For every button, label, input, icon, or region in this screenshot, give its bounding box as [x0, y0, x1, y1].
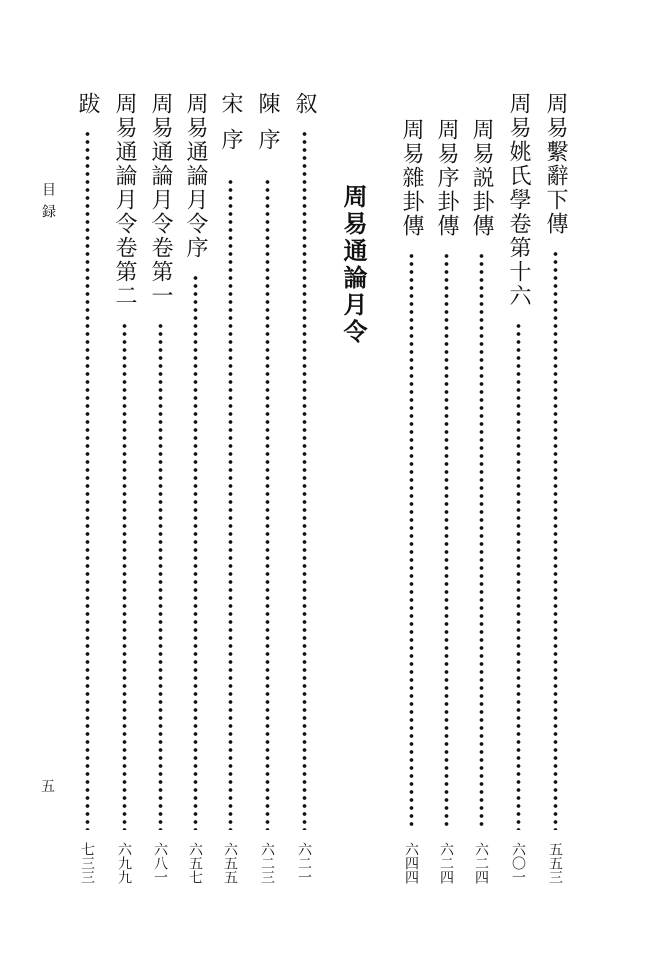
entry-page-number: 六二四: [473, 842, 489, 884]
entry-page-number: 七三三: [79, 842, 95, 884]
entry-title: 周易姚氏學卷第十六: [506, 92, 531, 308]
leader-dots: [193, 274, 198, 830]
leader-dots: [409, 252, 414, 830]
toc-entry: [181, 92, 209, 884]
entry-title: 宋序: [218, 92, 243, 164]
leader-dots: [479, 252, 484, 830]
toc-entry: [290, 92, 318, 884]
leader-dots: [444, 252, 449, 830]
toc-entry: [73, 92, 101, 884]
entry-page-number: 六二四: [438, 842, 454, 884]
leader-dots: [516, 322, 521, 830]
entry-page-number: 六九九: [116, 842, 132, 884]
entry-page-number: 六二一: [296, 842, 312, 884]
entry-title: 周易繫辭下傳: [543, 92, 568, 236]
entry-page-number: 六五五: [222, 842, 238, 884]
page-folio: 五: [41, 779, 55, 795]
entry-title: 陳序: [255, 92, 280, 164]
toc-entry: [504, 92, 532, 884]
toc-entry: [397, 118, 425, 884]
toc-entry: [216, 92, 244, 884]
leader-dots: [228, 178, 233, 830]
leader-dots: [553, 250, 558, 830]
toc-entry: [467, 118, 495, 884]
entry-page-number: 五五三: [547, 842, 563, 884]
entry-page-number: 六四四: [403, 842, 419, 884]
entry-page-number: 六五七: [187, 842, 203, 884]
leader-dots: [85, 130, 90, 830]
entry-page-number: 六二三: [259, 842, 275, 884]
entry-title: 周易通論月令卷第一: [148, 92, 173, 308]
entry-page-number: 六八一: [152, 842, 168, 884]
entry-page-number: 六〇一: [510, 842, 526, 884]
entry-title: 周易通論月令序: [183, 92, 208, 260]
leader-dots: [265, 178, 270, 830]
section-title: 周易通論月令: [339, 184, 368, 346]
entry-title: 周易雜卦傳: [399, 118, 424, 238]
entry-title: 叙: [292, 92, 317, 116]
entry-title: 跋: [75, 92, 100, 116]
toc-entry: [432, 118, 460, 884]
leader-dots: [158, 322, 163, 830]
toc-entry: [253, 92, 281, 884]
running-head: 目録: [40, 182, 56, 226]
leader-dots: [302, 130, 307, 830]
entry-title: 周易説卦傳: [469, 118, 494, 238]
toc-entry: [541, 92, 569, 884]
entry-title: 周易通論月令卷第二: [112, 92, 137, 308]
entry-title: 周易序卦傳: [434, 118, 459, 238]
leader-dots: [122, 322, 127, 830]
toc-entry: [146, 92, 174, 884]
toc-entry: [110, 92, 138, 884]
